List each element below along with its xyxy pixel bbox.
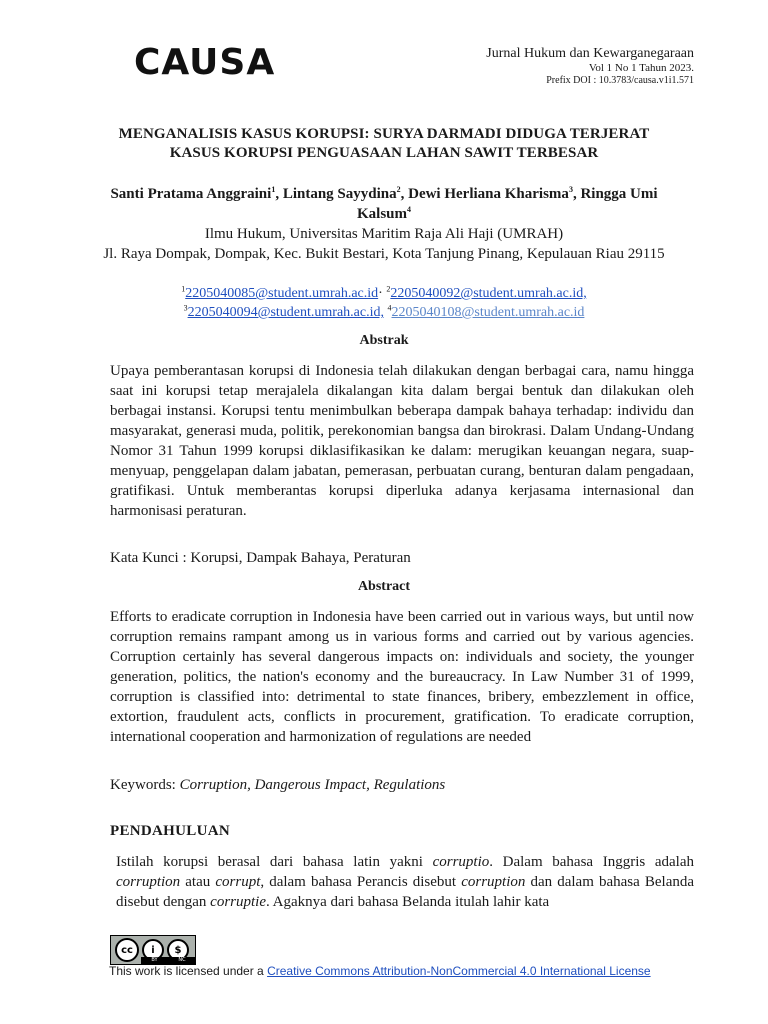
section-heading-pendahuluan: PENDAHULUAN	[110, 823, 230, 839]
author-sup: 2	[396, 185, 401, 194]
author-sup: 3	[568, 185, 573, 194]
email-sup: 2	[386, 284, 391, 294]
abstract-heading: Abstract	[357, 579, 411, 594]
email-sup: 4	[387, 303, 392, 313]
italic-term: corruptie	[210, 894, 266, 910]
cc-by-label: BY	[151, 957, 158, 963]
journal-info	[486, 46, 694, 87]
author-name: Lintang Sayydina	[282, 186, 397, 202]
cc-nc-label: NC	[178, 957, 186, 963]
email-link-1[interactable]: 2205040085@student.umrah.ac.id	[185, 286, 379, 301]
italic-term: corrupt	[215, 874, 261, 890]
email-link-2[interactable]: 2205040092@student.umrah.ac.id,	[390, 286, 587, 301]
affiliation: Ilmu Hukum, Universitas Maritim Raja Ali Haji (UMRAH)	[204, 226, 564, 242]
author-separator: ,	[275, 186, 283, 202]
keywords-label: Keywords:	[110, 777, 180, 793]
license-text	[109, 964, 651, 978]
author-name: Dewi Herliana Kharisma	[408, 186, 569, 202]
journal-name: Jurnal Hukum dan Kewarganegaraan	[486, 46, 694, 61]
text-run: dan dalam bahasa Belanda disebut dengan	[116, 874, 695, 910]
title-line-2: KASUS KORUPSI PENGUASAAN LAHAN SAWIT TERBESAR	[169, 145, 599, 161]
pendahuluan-body	[116, 852, 694, 912]
email-sup: 1	[181, 284, 186, 294]
keywords	[110, 775, 694, 795]
text-run: atau	[180, 874, 216, 890]
journal-volume: Vol 1 No 1 Tahun 2023.	[588, 62, 694, 74]
italic-term: corruptio	[432, 854, 490, 870]
article-title	[100, 125, 668, 163]
license-link[interactable]: Creative Commons Attribution-NonCommercial 4.0 International License	[267, 964, 651, 978]
text-run: . Agaknya dari bahasa Belanda itulah lahir kata	[265, 894, 550, 910]
by-icon: i	[142, 939, 164, 961]
license-prefix: This work is licensed under a	[109, 964, 268, 978]
title-line-1: MENGANALISIS KASUS KORUPSI: SURYA DARMADI DIDUGA TERJERAT	[118, 126, 650, 142]
cc-icon: cc	[115, 938, 139, 962]
email-link-3[interactable]: 2205040094@student.umrah.ac.id,	[187, 305, 384, 320]
abstrak-heading: Abstrak	[359, 333, 409, 348]
author-separator: ,	[572, 186, 581, 202]
author-sup: 4	[407, 205, 411, 214]
author-emails	[100, 284, 668, 322]
journal-doi: Prefix DOI : 10.3783/causa.v1i1.571	[546, 75, 694, 86]
text-run: , dalam bahasa Perancis disebut	[260, 874, 462, 890]
kata-kunci: Kata Kunci : Korupsi, Dampak Bahaya, Peraturan	[110, 550, 411, 566]
email-separator: ·	[378, 286, 387, 301]
author-name: Ringga Umi Kalsum	[356, 186, 658, 222]
text-run: Istilah korupsi berasal dari bahasa latin yakni	[116, 854, 433, 870]
author-sup: 1	[271, 185, 276, 194]
author-list	[110, 184, 658, 224]
author-name: Santi Pratama Anggraini	[110, 186, 272, 202]
email-link-4[interactable]: 2205040108@student.umrah.ac.id	[391, 305, 585, 320]
author-separator: ,	[400, 186, 409, 202]
abstrak-body: Upaya pemberantasan korupsi di Indonesia telah dilakukan dengan berbagai cara, namu hingga saat ini korupsi tetap merajalela dikalangan kita dalam bergai bentuk dan dilakukan oleh berbagai instansi. Korupsi tentu menimbulkan beberapa dampak bahaya terhadap: individu dan masyarakat, generasi muda, politik, perekonomian bangsa dan birokrasi. Dalam Undang-Undang Nomor 31 Tahun 1999 korupsi diklasifikasikan ke dalam: merugikan keuangan negara, suap-menyuap, penggelapan dalam jabatan, pemerasan, perbuatan curang, benturan dalam pengadaan, gratifikasi. Untuk memberantas korupsi diperluka adanya kerjasama internasional dan harmonisasi peraturan.	[110, 363, 694, 519]
nc-icon: $	[167, 939, 189, 961]
italic-term: corruption	[461, 874, 526, 890]
cc-badge-labels	[141, 957, 196, 964]
cc-license-badge[interactable]	[110, 935, 196, 965]
journal-logo: CAUSA	[134, 42, 276, 83]
italic-term: corruption	[116, 874, 181, 890]
abstract-body: Efforts to eradicate corruption in Indonesia have been carried out in various ways, but until now corruption remains rampant among us in various forms and carried out by various agencies. Corruption certainly has several dangerous impacts on: individuals and society, the younger generation, politics, the nation's economy and the bureaucracy. In Law Number 31 of 1999, corruption is classified into: detrimental to state finances, bribery, embezzlement in office, extortion, fraudulent acts, conflicts in procurement, gratification. To eradicate corruption, international cooperation and harmonization of regulations are needed	[110, 609, 694, 745]
text-run: . Dalam bahasa Inggris adalah	[489, 854, 694, 870]
email-sup: 3	[183, 303, 188, 313]
address: Jl. Raya Dompak, Dompak, Kec. Bukit Bestari, Kota Tanjung Pinang, Kepulauan Riau 29115	[103, 246, 665, 262]
keywords-list: Corruption, Dangerous Impact, Regulations	[179, 777, 446, 793]
